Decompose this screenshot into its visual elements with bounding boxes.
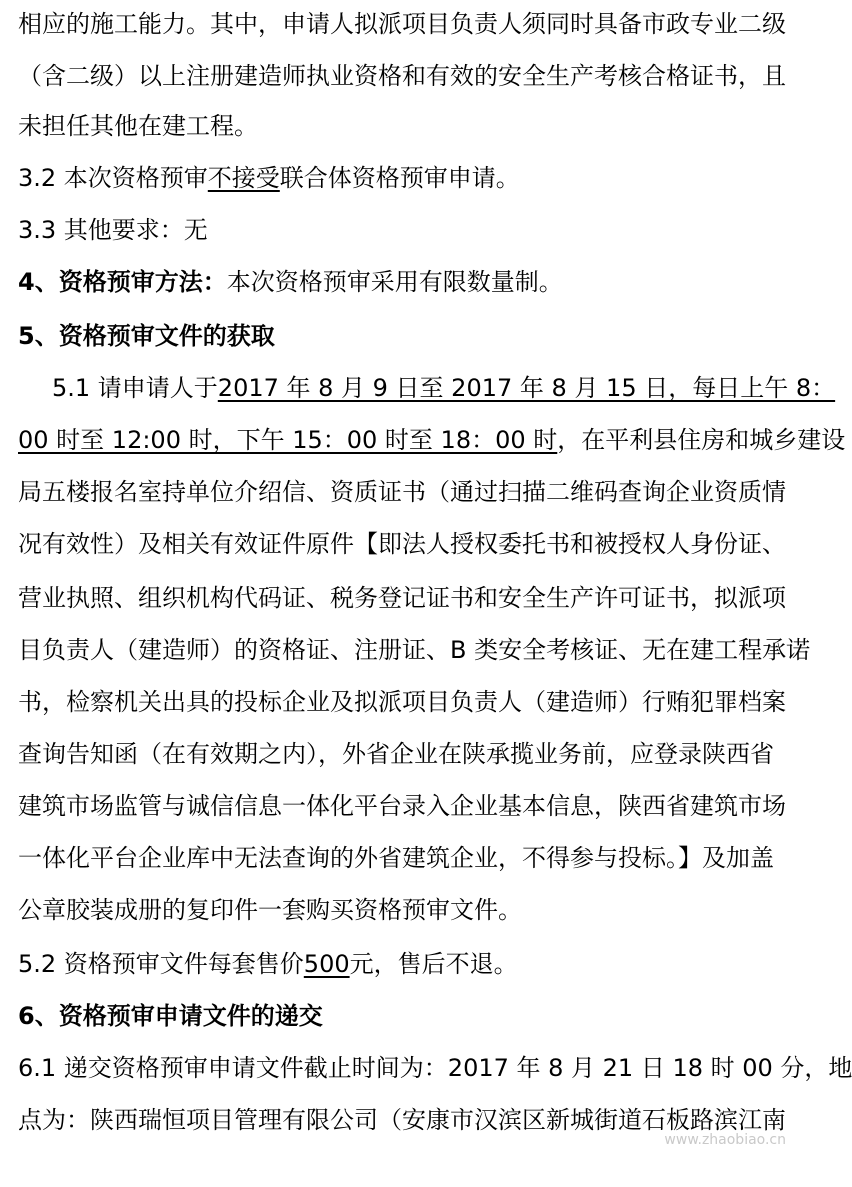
clause-6-1: 6.1 递交资格预审申请文件截止时间为：2017 年 8 月 21 日 18 时 00 分，地 [18, 1054, 852, 1082]
watermark: www.zhaobiao.cn [664, 1132, 786, 1148]
text-line: 相应的施工能力。其中，申请人拟派项目负责人须同时具备市政专业二级 [18, 10, 786, 38]
text-line: 公章胶装成册的复印件一套购买资格预审文件。 [18, 896, 522, 924]
clause-text: 元，售后不退。 [349, 950, 518, 978]
clause-5-1 [52, 368, 836, 408]
section-text: 本次资格预审采用有限数量制。 [226, 268, 563, 296]
text-line: 营业执照、组织机构代码证、税务登记证书和安全生产许可证书，拟派项 [18, 584, 786, 612]
text-line: 建筑市场监管与诚信信息一体化平台录入企业基本信息，陕西省建筑市场 [18, 792, 786, 820]
text-line: 点为：陕西瑞恒项目管理有限公司（安康市汉滨区新城街道石板路滨江南 [18, 1106, 786, 1134]
clause-5-2 [18, 944, 784, 984]
section-6-heading: 6、资格预审申请文件的递交 [18, 1002, 323, 1030]
text-line: 目负责人（建造师）的资格证、注册证、B 类安全考核证、无在建工程承诺 [18, 636, 811, 664]
text-line [18, 420, 846, 460]
text-line: 查询告知函（在有效期之内），外省企业在陕承揽业务前，应登录陕西省 [18, 740, 774, 768]
text-line: 局五楼报名室持单位介绍信、资质证书（通过扫描二维码查询企业资质情 [18, 478, 786, 506]
clause-text: 3.2 本次资格预审 [18, 164, 208, 192]
clause-3-2 [18, 158, 784, 198]
clause-text: ，在平利县住房和城乡建设 [557, 426, 846, 454]
underlined-text: 00 时至 12:00 时，下午 15：00 时至 18：00 时 [18, 426, 558, 454]
text-line: 未担任其他在建工程。 [18, 112, 258, 140]
section-5-heading: 5、资格预审文件的获取 [18, 322, 275, 350]
text-line: 书，检察机关出具的投标企业及拟派项目负责人（建造师）行贿犯罪档案 [18, 688, 786, 716]
underlined-text: 500 [303, 950, 350, 978]
clause-text: 5.2 资格预审文件每套售价 [18, 950, 304, 978]
section-4 [18, 262, 784, 302]
clause-3-3: 3.3 其他要求：无 [18, 216, 208, 244]
clause-text: 5.1 请申请人于 [52, 374, 218, 402]
underlined-text: 2017 年 8 月 9 日至 2017 年 8 月 15 日，每日上午 8： [217, 374, 836, 402]
clause-text: 联合体资格预审申请。 [279, 164, 520, 192]
section-heading: 4、资格预审方法： [18, 268, 227, 296]
text-line: 况有效性）及相关有效证件原件【即法人授权委托书和被授权人身份证、 [18, 530, 786, 558]
text-line: （含二级）以上注册建造师执业资格和有效的安全生产考核合格证书，且 [18, 62, 786, 90]
underlined-text: 不接受 [207, 164, 280, 192]
text-line: 一体化平台企业库中无法查询的外省建筑企业，不得参与投标。】及加盖 [18, 844, 774, 872]
